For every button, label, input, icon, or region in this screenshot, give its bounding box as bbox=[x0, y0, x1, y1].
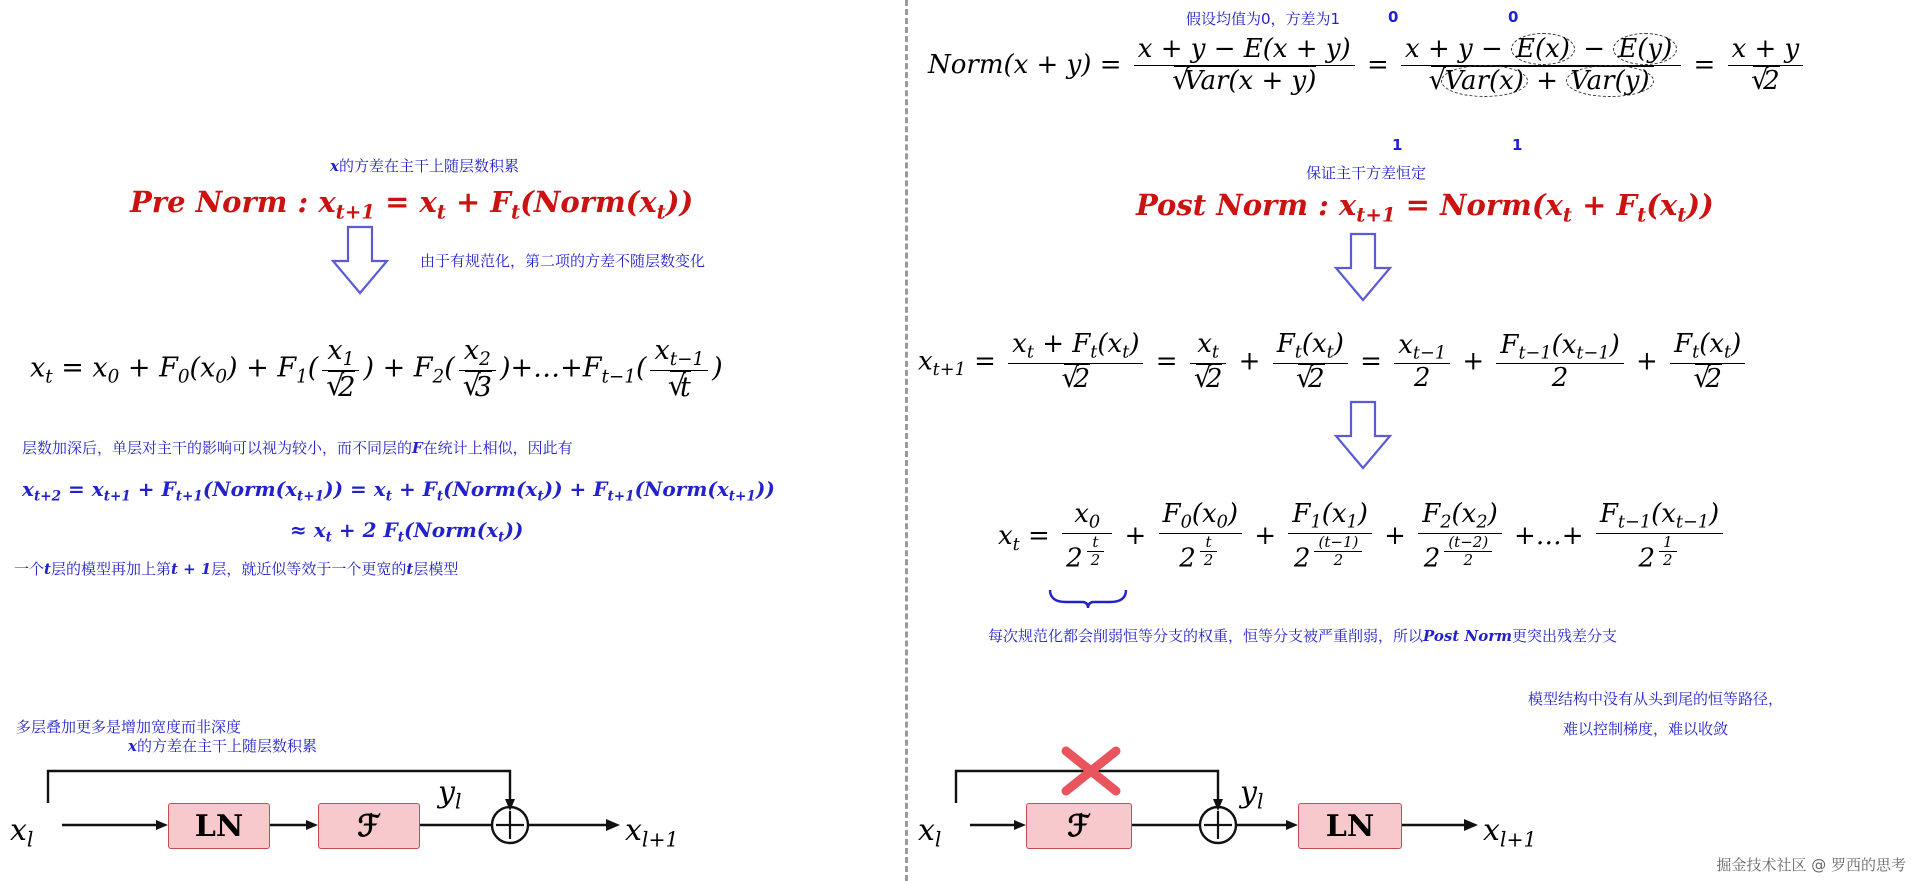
f-box-right: ℱ bbox=[1026, 803, 1132, 849]
y-label-right: $y_l$ bbox=[1240, 775, 1264, 814]
zero-label-1: 0 bbox=[1388, 8, 1399, 26]
note-keep-variance: 保证主干方差恒定 bbox=[1306, 164, 1427, 182]
right-panel bbox=[908, 0, 1914, 881]
note-deep-layers-1: 层数加深后，单层对主干的影响可以视为较小，而不同层的F在统计上相似，因此有 bbox=[22, 439, 573, 457]
output-label-left: $x_{l+1}$ bbox=[625, 813, 679, 852]
note-deep-layers-2: $x_{t+2} = x_{t+1}$ + $F_{t+1}(Norm(x_{t+1})) = x_t$ + $F_t(Norm(x_t))$ + $F_{t+1}(Norm(x_{t+1}))$ bbox=[22, 477, 775, 505]
one-label-2: 1 bbox=[1512, 136, 1523, 154]
note-no-identity-path-1: 模型结构中没有从头到尾的恒等路径， bbox=[1528, 690, 1784, 708]
arrow-down-icon-left-1 bbox=[325, 225, 395, 295]
pre-norm-title: Pre Norm : $x_{t+1} = x_t$ + $F_t(Norm(x_t))$ bbox=[130, 185, 694, 224]
ln-box-right: LN bbox=[1298, 803, 1402, 849]
output-label-right: $x_{l+1}$ bbox=[1483, 813, 1537, 852]
pre-norm-colon: : bbox=[287, 185, 319, 219]
y-label-left: $y_l$ bbox=[438, 775, 462, 814]
note-variance-accumulation: x的方差在主干上随层数积累 bbox=[330, 157, 519, 175]
arrow-down-icon-right-2 bbox=[1328, 400, 1398, 470]
pre-norm-expansion: $x_t = x_0 + F_0(x_0) + F_1$( $x_1$ √ 2 ) + $F_2$( $x_2$ √ 3 )$+\dots+F_{t-1}$( $x_{t-1}$ √ t ) bbox=[30, 335, 723, 403]
note-width-not-depth: 多层叠加更多是增加宽度而非深度 bbox=[16, 718, 242, 736]
note-identity-branch-weakened: 每次规范化都会削弱恒等分支的权重，恒等分支被严重削弱，所以Post Norm更突出残差分支 bbox=[988, 627, 1617, 645]
pre-norm-label: Pre Norm bbox=[130, 185, 288, 219]
post-norm-colon: : bbox=[1308, 188, 1339, 222]
ln-box-left: LN bbox=[168, 803, 270, 849]
note-deep-layers-4: 一个t层的模型再加上第t + 1层，就近似等效于一个更宽的t层模型 bbox=[14, 560, 459, 578]
arrow-down-icon-right-1 bbox=[1328, 232, 1398, 302]
one-label-1: 1 bbox=[1392, 136, 1403, 154]
input-label-left: $x_l$ bbox=[10, 813, 34, 852]
post-norm-label: Post Norm bbox=[1136, 188, 1309, 222]
note-no-identity-path-2: 难以控制梯度，难以收敛 bbox=[1563, 720, 1729, 738]
post-norm-expansion-1: $x_{t+1}$ = $x_t + F_t(x_t)$ √ 2 = $x_t$ √ 2 + $F_t(x_t)$ √ 2 = $\frac{x_{t-1}}{2}$ + $\frac{F_{t-1}(x_{t-1})}{2}$ + $F_t(x_t)$ √ 2 bbox=[918, 330, 1749, 395]
post-norm-expansion-2: $x_t$ = $x_0$ 2 $^{\frac{t}{2}}$ + $F_0(x_0)$ 2 $^{\frac{t}{2}}$ + $F_1(x_1)$ 2 $^{\frac{(t-1)}{2}}$ + $F_2(x_2)$ 2 $^{\frac{(t-2)}{2}}$ +…+ $F_{t-1}(x_{t-1})$ 2 $^{\frac{1}{2}}$ bbox=[998, 500, 1727, 574]
post-norm-title: Post Norm : $x_{t+1}$ = $Norm(x_t + F_t(x_t))$ bbox=[1136, 188, 1714, 227]
f-box-left: ℱ bbox=[318, 803, 420, 849]
underbrace-marker bbox=[1048, 588, 1128, 615]
watermark: 掘金技术社区 @ 罗西的思考 bbox=[1716, 856, 1906, 874]
note-second-term-variance: 由于有规范化，第二项的方差不随层数变化 bbox=[420, 252, 706, 270]
note-arc-variance-left: x的方差在主干上随层数积累 bbox=[128, 737, 317, 755]
post-norm-block-diagram bbox=[908, 745, 1548, 875]
left-panel bbox=[0, 0, 905, 881]
zero-label-2: 0 bbox=[1508, 8, 1519, 26]
input-label-right: $x_l$ bbox=[918, 813, 942, 852]
pre-norm-block-diagram bbox=[0, 737, 760, 875]
norm-sum-formula: Norm(x + y) = x + y − E(x + y) √ Var(x + y) = x + y − E(x) − E(y) √ Var(x) + Var(y) = x + y √ 2 bbox=[928, 35, 1807, 97]
note-deep-layers-3: ≈ $x_t + 2$ $F_t(Norm(x_t))$ bbox=[290, 518, 524, 546]
note-assume-mean-var: 假设均值为0，方差为1 bbox=[1186, 10, 1341, 28]
